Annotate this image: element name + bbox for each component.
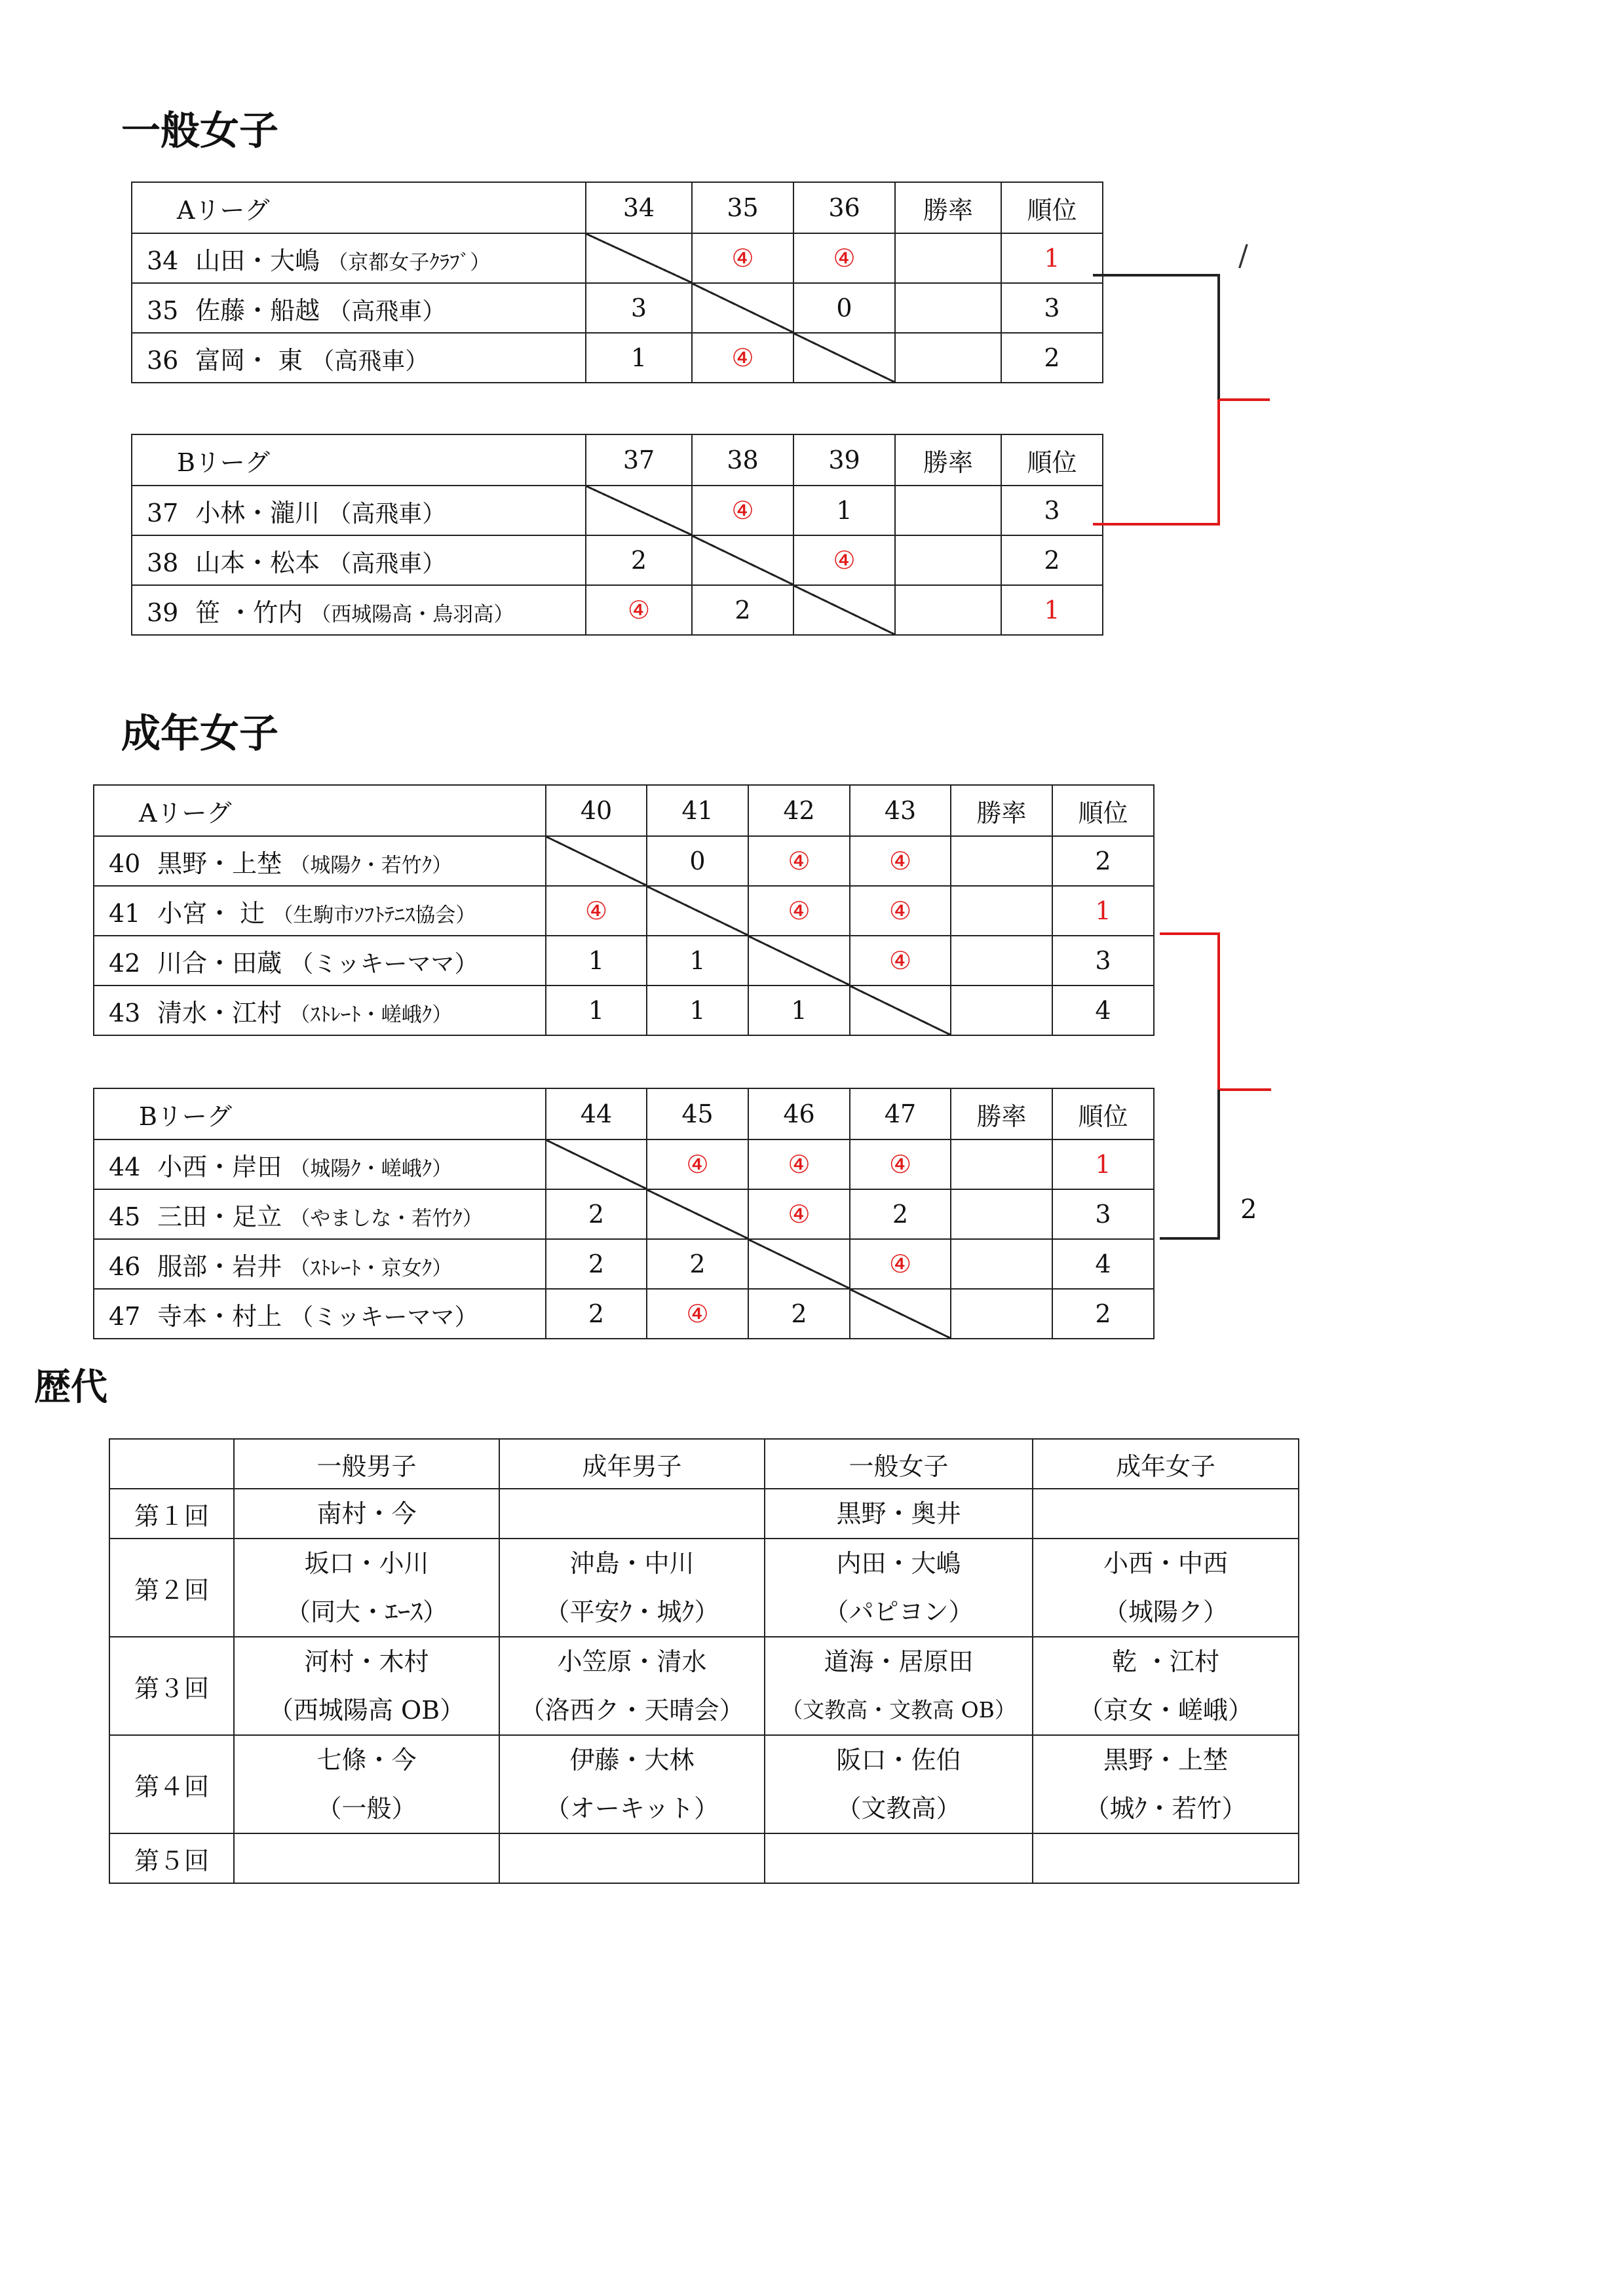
rank-cell: 2 — [1052, 836, 1154, 886]
club-name: （京都女子ｸﾗﾌﾞ） — [328, 250, 491, 275]
winner-names: 小笠原・清水 — [557, 1647, 707, 1676]
match-score-cell: ④ — [647, 1139, 748, 1189]
match-score-cell: ④ — [748, 1189, 850, 1239]
match-score-cell: 2 — [586, 535, 692, 585]
rank-cell: 2 — [1052, 1289, 1154, 1339]
match-score-cell: 0 — [647, 836, 748, 886]
winner-club: （オーキット） — [544, 1794, 719, 1823]
winner-cell — [1033, 1735, 1299, 1833]
entry-number: 36 — [147, 345, 179, 375]
match-score-cell: ④ — [748, 886, 850, 936]
match-score-cell: ④ — [850, 1239, 951, 1289]
winner-names: 阪口・佐伯 — [836, 1746, 961, 1774]
history-column-header: 一般女子 — [765, 1439, 1033, 1489]
club-name: （ミッキーママ） — [290, 950, 478, 978]
club-name: （高飛車） — [328, 500, 446, 527]
match-score-cell: 2 — [692, 585, 793, 635]
winner-names: 黒野・奥井 — [836, 1499, 961, 1528]
entry-number: 44 — [109, 1152, 141, 1181]
league-column-header: 36 — [793, 182, 895, 233]
history-row — [109, 1735, 1299, 1833]
match-score-cell: ④ — [850, 886, 951, 936]
match-score-cell: ④ — [692, 233, 793, 283]
match-score-cell: 2 — [546, 1189, 647, 1239]
winner-club: （西城陽高 OB） — [268, 1696, 465, 1725]
entry-number: 37 — [147, 498, 179, 527]
senior-women-bracket — [1160, 934, 1271, 1238]
league-column-header: 43 — [850, 785, 951, 836]
match-score-cell: 2 — [748, 1289, 850, 1339]
winner-club: （文教高・文教高 OB） — [781, 1697, 1016, 1723]
entry-number: 40 — [109, 849, 141, 878]
league-column-header: 順位 — [1001, 182, 1103, 233]
match-score-cell: 2 — [647, 1239, 748, 1289]
winner-club: （城ｸ・若竹） — [1084, 1794, 1247, 1823]
round-label: 第１回 — [109, 1489, 234, 1539]
league-label: Bリーグ — [94, 1088, 546, 1139]
winner-club: （一般） — [316, 1794, 417, 1823]
match-score-cell: 2 — [850, 1189, 951, 1239]
player-names: 三田・足立 — [157, 1202, 282, 1231]
rank-cell: 4 — [1052, 985, 1154, 1035]
match-score-cell: 1 — [647, 985, 748, 1035]
player-names: 小西・岸田 — [157, 1152, 282, 1181]
match-score-cell: 1 — [647, 936, 748, 985]
player-names: 小宮・ 辻 — [157, 898, 265, 928]
player-names: 黒野・上埜 — [157, 849, 282, 878]
winner-cell — [499, 1637, 765, 1735]
history-row — [109, 1539, 1299, 1637]
history-column-header: 成年男子 — [499, 1439, 765, 1489]
player-names: 川合・田蔵 — [157, 948, 282, 978]
club-name: （高飛車） — [328, 550, 446, 577]
rank-cell: 3 — [1052, 936, 1154, 985]
match-score-cell: ④ — [647, 1289, 748, 1339]
senior-women-bracket-label: 2 — [1240, 1195, 1257, 1225]
club-name: （ｽﾄﾚｰﾄ・嵯峨ｸ） — [290, 1003, 453, 1027]
rank-cell: 1 — [1001, 585, 1103, 635]
winner-names: 内田・大嶋 — [836, 1549, 961, 1578]
league-column-header: 47 — [850, 1088, 951, 1139]
history-column-header: 一般男子 — [234, 1439, 499, 1489]
league-column-header: 順位 — [1052, 785, 1154, 836]
league-column-header: 順位 — [1052, 1088, 1154, 1139]
league-label: Aリーグ — [94, 785, 546, 836]
round-label: 第４回 — [109, 1735, 234, 1833]
winner-club: （同大・ｴｰｽ） — [285, 1598, 448, 1626]
history-row — [109, 1489, 1299, 1539]
league-column-header: 46 — [748, 1088, 850, 1139]
winner-names: 道海・居原田 — [824, 1647, 974, 1676]
rank-cell: 3 — [1001, 486, 1103, 535]
senior-women-title: 成年女子 — [121, 711, 278, 757]
league-column-header: 35 — [692, 182, 793, 233]
entry-number: 35 — [147, 296, 179, 325]
history-header-row — [109, 1439, 1299, 1489]
winner-names: 坂口・小川 — [304, 1549, 429, 1578]
rank-cell: 4 — [1052, 1239, 1154, 1289]
winner-names: 沖島・中川 — [569, 1549, 695, 1578]
entry-number: 43 — [109, 998, 141, 1027]
rank-cell: 1 — [1052, 886, 1154, 936]
rank-cell: 3 — [1001, 283, 1103, 333]
history-row — [109, 1637, 1299, 1735]
player-names: 服部・岩井 — [157, 1252, 282, 1281]
player-names: 小林・瀧川 — [195, 498, 320, 527]
match-score-cell: 2 — [546, 1289, 647, 1339]
entry-number: 47 — [109, 1301, 141, 1331]
history-column-header: 成年女子 — [1033, 1439, 1299, 1489]
league-column-header: 勝率 — [951, 785, 1052, 836]
winner-cell — [499, 1735, 765, 1833]
player-names: 笹 ・竹内 — [195, 598, 303, 627]
winner-cell — [1033, 1489, 1299, 1539]
match-score-cell: ④ — [793, 233, 895, 283]
match-score-cell: ④ — [793, 535, 895, 585]
league-column-header: 37 — [586, 434, 692, 486]
round-label: 第５回 — [109, 1833, 234, 1883]
entry-number: 45 — [109, 1202, 141, 1231]
winner-cell — [234, 1637, 499, 1735]
club-name: （ミッキーママ） — [290, 1303, 478, 1331]
winner-names: 南村・今 — [316, 1499, 417, 1528]
rank-cell: 2 — [1001, 333, 1103, 383]
winner-cell — [1033, 1833, 1299, 1883]
club-name: （西城陽高・鳥羽高） — [311, 602, 514, 626]
player-names: 清水・江村 — [157, 998, 282, 1027]
match-score-cell: 2 — [546, 1239, 647, 1289]
league-column-header: 勝率 — [895, 182, 1001, 233]
winner-cell — [499, 1539, 765, 1637]
winner-names: 伊藤・大林 — [569, 1746, 695, 1774]
history-row — [109, 1833, 1299, 1883]
round-label: 第２回 — [109, 1539, 234, 1637]
league-column-header: 34 — [586, 182, 692, 233]
history-column-header — [109, 1439, 234, 1489]
winner-names: 河村・木村 — [304, 1647, 429, 1676]
match-score-cell: ④ — [748, 836, 850, 886]
entry-number: 34 — [147, 246, 179, 275]
entry-number: 41 — [109, 898, 141, 928]
winner-names: 小西・中西 — [1103, 1549, 1228, 1578]
league-column-header: 41 — [647, 785, 748, 836]
league-column-header: 勝率 — [951, 1088, 1052, 1139]
league-column-header: 44 — [546, 1088, 647, 1139]
match-score-cell: 0 — [793, 283, 895, 333]
player-names: 山本・松本 — [195, 548, 320, 577]
winner-club: （京女・嵯峨） — [1078, 1696, 1253, 1725]
club-name: （ｽﾄﾚｰﾄ・京女ｸ） — [290, 1256, 453, 1280]
match-score-cell: ④ — [850, 1139, 951, 1189]
match-score-cell: ④ — [692, 333, 793, 383]
match-score-cell: 3 — [586, 283, 692, 333]
league-label: Bリーグ — [132, 434, 586, 486]
club-name: （城陽ｸ・若竹ｸ） — [290, 853, 453, 877]
winner-cell — [234, 1489, 499, 1539]
entry-number: 38 — [147, 548, 179, 577]
winner-cell — [234, 1833, 499, 1883]
match-score-cell: 1 — [546, 985, 647, 1035]
winner-cell — [499, 1489, 765, 1539]
match-score-cell: ④ — [850, 936, 951, 985]
history-title: 歴代 — [34, 1366, 107, 1409]
league-column-header: 38 — [692, 434, 793, 486]
match-score-cell: 1 — [793, 486, 895, 535]
club-name: （高飛車） — [311, 347, 429, 375]
player-names: 寺本・村上 — [157, 1301, 282, 1331]
general-women-bracket — [1093, 275, 1270, 524]
match-score-cell: ④ — [546, 886, 647, 936]
match-score-cell: ④ — [748, 1139, 850, 1189]
winner-cell — [765, 1489, 1033, 1539]
winner-cell — [1033, 1637, 1299, 1735]
league-column-header: 39 — [793, 434, 895, 486]
entry-number: 46 — [109, 1252, 141, 1281]
winner-cell — [765, 1735, 1033, 1833]
club-name: （生駒市ｿﾌﾄﾃﾆｽ協会） — [273, 903, 476, 927]
rank-cell: 2 — [1001, 535, 1103, 585]
player-names: 富岡・ 東 — [195, 345, 303, 375]
general-women-title: 一般女子 — [121, 108, 278, 154]
winner-cell — [234, 1735, 499, 1833]
league-column-header: 42 — [748, 785, 850, 836]
winner-club: （城陽ク） — [1103, 1598, 1228, 1626]
winner-club: （文教高） — [836, 1794, 961, 1823]
league-column-header: 順位 — [1001, 434, 1103, 486]
match-score-cell: ④ — [586, 585, 692, 635]
winner-club: （平安ｸ・城ｸ） — [544, 1598, 719, 1626]
club-name: （やましな・若竹ｸ） — [290, 1206, 483, 1231]
match-score-cell: ④ — [850, 836, 951, 886]
match-score-cell: 1 — [586, 333, 692, 383]
player-names: 山田・大嶋 — [195, 246, 320, 275]
match-score-cell: 1 — [546, 936, 647, 985]
winner-club: （洛西ク・天晴会） — [520, 1696, 744, 1725]
winner-cell — [499, 1833, 765, 1883]
player-names: 佐藤・船越 — [195, 296, 320, 325]
winner-cell — [765, 1539, 1033, 1637]
winner-club: （パピヨン） — [824, 1598, 974, 1626]
entry-number: 42 — [109, 948, 141, 978]
league-column-header: 勝率 — [895, 434, 1001, 486]
winner-cell — [1033, 1539, 1299, 1637]
round-label: 第３回 — [109, 1637, 234, 1735]
rank-cell: 3 — [1052, 1189, 1154, 1239]
pen-stroke-mark: / — [1238, 239, 1248, 273]
history-table — [109, 1438, 1299, 1884]
match-score-cell: 1 — [748, 985, 850, 1035]
winner-names: 黒野・上埜 — [1103, 1746, 1228, 1774]
club-name: （城陽ｸ・嵯峨ｸ） — [290, 1157, 453, 1181]
league-label: Aリーグ — [132, 182, 586, 233]
entry-number: 39 — [147, 598, 179, 627]
club-name: （高飛車） — [328, 297, 446, 325]
winner-cell — [765, 1833, 1033, 1883]
rank-cell: 1 — [1001, 233, 1103, 283]
winner-cell — [234, 1539, 499, 1637]
league-column-header: 45 — [647, 1088, 748, 1139]
rank-cell: 1 — [1052, 1139, 1154, 1189]
winner-names: 乾 ・江村 — [1111, 1647, 1220, 1676]
league-column-header: 40 — [546, 785, 647, 836]
winner-names: 七條・今 — [316, 1746, 417, 1774]
match-score-cell: ④ — [692, 486, 793, 535]
winner-cell — [765, 1637, 1033, 1735]
